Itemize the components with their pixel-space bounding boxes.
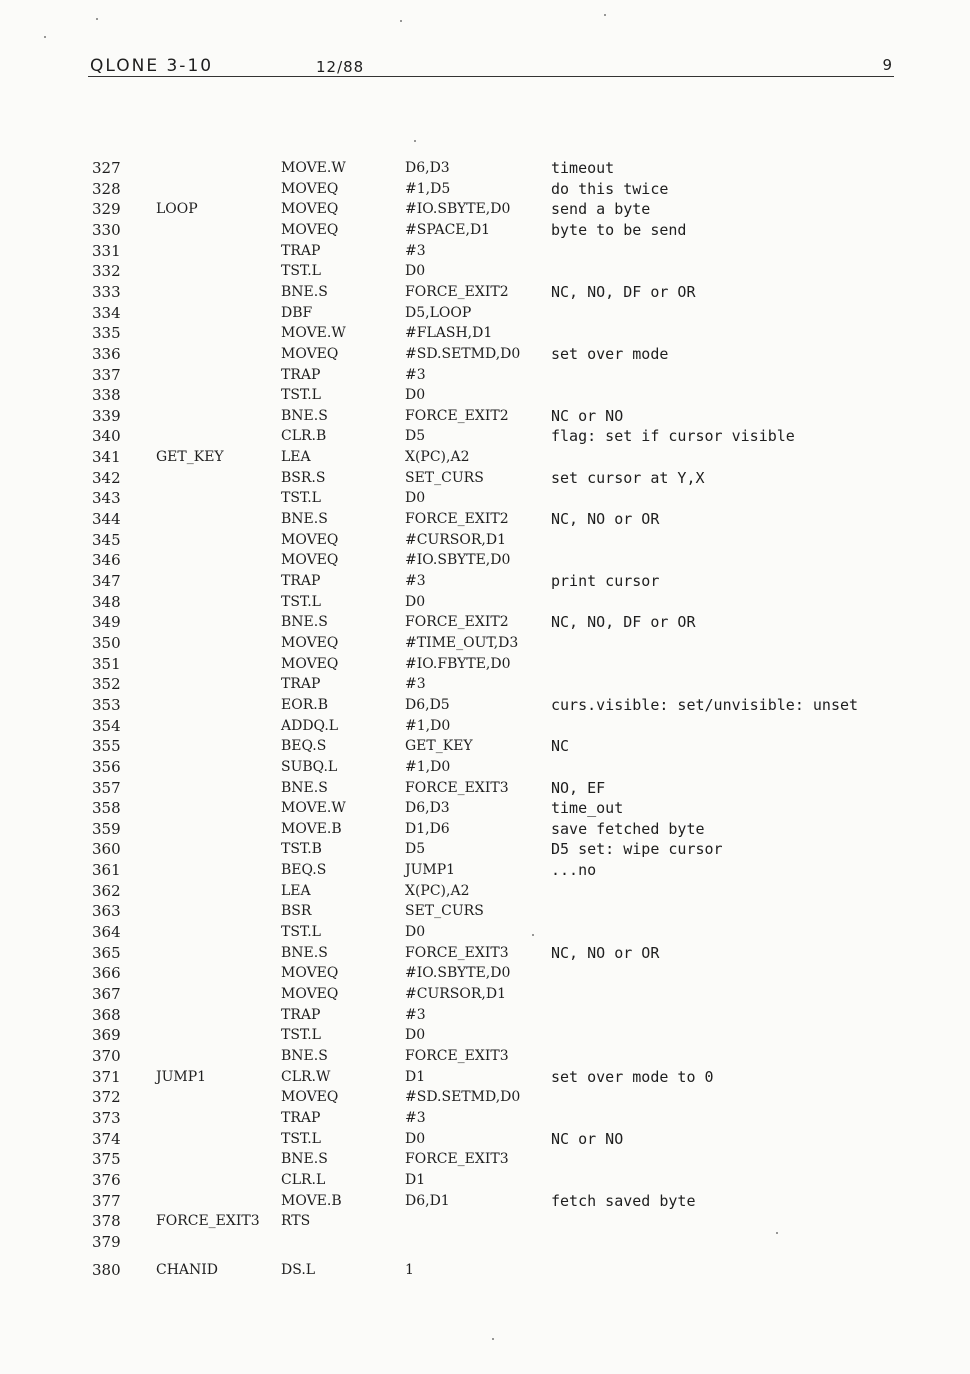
operand: #1,D0	[405, 758, 451, 775]
operand: D0	[405, 1027, 426, 1044]
opcode: BNE.S	[281, 511, 328, 527]
label: GET_KEY	[156, 449, 224, 466]
label: JUMP1	[156, 1068, 207, 1085]
comment: set over mode	[551, 344, 669, 363]
line-number: 330	[92, 220, 121, 239]
opcode: BNE.S	[281, 944, 328, 961]
line-number: 346	[92, 551, 121, 570]
comment: do this twice	[551, 179, 669, 198]
line-number: 369	[92, 1026, 121, 1045]
line-number: 341	[92, 448, 121, 467]
line-number: 375	[92, 1150, 121, 1169]
line-number: 344	[92, 510, 121, 528]
opcode: CLR.L	[281, 1171, 326, 1188]
opcode: BEQ.S	[281, 738, 327, 755]
header-date: 12/88	[316, 58, 365, 76]
comment: flag: set if cursor visible	[551, 427, 795, 446]
comment: NC, NO, DF or OR	[551, 613, 696, 632]
opcode: RTS	[281, 1213, 311, 1230]
opcode: MOVEQ	[281, 1089, 339, 1106]
operand: FORCE_EXIT3	[405, 1047, 509, 1064]
listing-row	[0, 1232, 970, 1252]
listing-row	[0, 922, 970, 942]
operand: #SPACE,D1	[405, 221, 491, 238]
listing-row	[0, 1129, 970, 1149]
operand: D0	[405, 263, 426, 280]
operand: #IO.SBYTE,D0	[405, 965, 511, 982]
listing-row	[0, 550, 970, 570]
opcode: TST.B	[281, 841, 322, 858]
opcode: MOVEQ	[281, 221, 339, 238]
listing-row	[0, 344, 970, 364]
opcode: BNE.S	[281, 1047, 328, 1064]
listing-row	[0, 1108, 970, 1128]
listing-row	[0, 426, 970, 446]
opcode: BNE.S	[281, 779, 328, 796]
operand: D1	[405, 1068, 426, 1085]
operand: FORCE_EXIT2	[405, 283, 509, 300]
line-number: 373	[92, 1108, 121, 1127]
operand: #3	[405, 573, 426, 589]
listing-row	[0, 695, 970, 715]
opcode: TST.L	[281, 593, 321, 610]
line-number: 350	[92, 634, 121, 652]
opcode: MOVEQ	[281, 345, 339, 362]
opcode: MOVEQ	[281, 201, 339, 218]
opcode: BNE.S	[281, 283, 328, 300]
line-number: 345	[92, 530, 121, 549]
comment: NC, NO or OR	[551, 943, 660, 962]
line-number: 351	[92, 654, 121, 673]
line-number: 354	[92, 716, 121, 735]
operand: #IO.SBYTE,D0	[405, 201, 511, 218]
listing-row	[0, 736, 970, 756]
listing-row	[0, 612, 970, 632]
comment: NC, NO or OR	[551, 510, 660, 528]
scan-speck	[604, 14, 606, 16]
operand: D5,LOOP	[405, 304, 472, 321]
listing-row	[0, 1170, 970, 1190]
listing-row	[0, 571, 970, 591]
opcode: BEQ.S	[281, 862, 327, 879]
opcode: CLR.B	[281, 428, 327, 445]
comment: NO, EF	[551, 778, 606, 797]
page-number: 9	[882, 56, 892, 74]
scan-speck	[414, 140, 416, 142]
comment: timeout	[551, 159, 615, 177]
comment: curs.visible: set/unvisible: unset	[551, 695, 859, 714]
line-number: 329	[92, 200, 121, 219]
line-number: 347	[92, 572, 121, 590]
listing-row	[0, 1191, 970, 1211]
opcode: TRAP	[281, 242, 321, 259]
listing-row	[0, 406, 970, 426]
opcode: LEA	[281, 449, 311, 466]
comment: fetch saved byte	[551, 1191, 696, 1210]
opcode: BNE.S	[281, 614, 328, 631]
comment: save fetched byte	[551, 819, 705, 838]
listing-row	[0, 365, 970, 385]
operand: #FLASH,D1	[405, 325, 493, 342]
operand: #3	[405, 1109, 426, 1126]
comment: set over mode to 0	[551, 1067, 714, 1086]
opcode: SUBQ.L	[281, 758, 338, 775]
operand: FORCE_EXIT2	[405, 511, 509, 527]
opcode: BSR.S	[281, 469, 326, 486]
scan-speck	[400, 20, 402, 22]
opcode: DBF	[281, 304, 313, 321]
opcode: ADDQ.L	[281, 717, 339, 734]
listing-row	[0, 179, 970, 199]
line-number: 327	[92, 159, 121, 177]
comment: NC, NO, DF or OR	[551, 282, 696, 301]
operand: SET_CURS	[405, 903, 484, 920]
opcode: TST.L	[281, 1027, 321, 1044]
listing-row	[0, 1211, 970, 1231]
listing-row	[0, 592, 970, 612]
page-header	[88, 56, 894, 77]
opcode: TRAP	[281, 1006, 321, 1023]
listing-row	[0, 509, 970, 529]
line-number: 343	[92, 489, 121, 508]
listing-row	[0, 901, 970, 921]
operand: #CURSOR,D1	[405, 531, 506, 548]
listing-row	[0, 654, 970, 674]
listing-row	[0, 674, 970, 694]
operand: #3	[405, 1006, 426, 1023]
header-title: QLONE 3-10	[90, 56, 214, 76]
operand: SET_CURS	[405, 469, 484, 486]
line-number: 374	[92, 1129, 121, 1148]
listing-row	[0, 323, 970, 343]
operand: FORCE_EXIT3	[405, 1151, 509, 1168]
line-number: 363	[92, 902, 121, 921]
listing-row	[0, 1087, 970, 1107]
operand: #TIME_OUT,D3	[405, 635, 519, 651]
operand: D0	[405, 490, 426, 507]
listing-row	[0, 716, 970, 736]
listing-row	[0, 1025, 970, 1045]
opcode: MOVEQ	[281, 986, 339, 1002]
operand: #IO.SBYTE,D0	[405, 552, 511, 569]
opcode: TST.L	[281, 1130, 321, 1147]
operand: #3	[405, 366, 426, 383]
line-number: 331	[92, 241, 121, 260]
line-number: 333	[92, 282, 121, 301]
listing-row	[0, 158, 970, 178]
opcode: TRAP	[281, 1109, 321, 1126]
listing-row	[0, 303, 970, 323]
line-number: 342	[92, 468, 121, 487]
operand: X(PC),A2	[405, 449, 470, 466]
opcode: MOVEQ	[281, 552, 339, 569]
comment: NC or NO	[551, 406, 624, 425]
line-number: 364	[92, 923, 121, 941]
listing-row	[0, 1149, 970, 1169]
opcode: LEA	[281, 882, 311, 899]
line-number: 361	[92, 861, 121, 880]
listing-row	[0, 778, 970, 798]
opcode: CLR.W	[281, 1068, 331, 1085]
line-number: 348	[92, 592, 121, 611]
listing-row	[0, 261, 970, 281]
operand: 1	[405, 1262, 414, 1279]
line-number: 353	[92, 695, 121, 714]
opcode: DS.L	[281, 1262, 316, 1279]
listing-row	[0, 488, 970, 508]
scan-speck	[44, 36, 46, 38]
listing-row	[0, 839, 970, 859]
listing-row	[0, 943, 970, 963]
operand: #IO.FBYTE,D0	[405, 655, 511, 672]
line-number: 332	[92, 262, 121, 281]
label: CHANID	[156, 1262, 219, 1279]
operand: D6,D1	[405, 1192, 450, 1209]
comment: print cursor	[551, 572, 660, 590]
operand: #CURSOR,D1	[405, 986, 506, 1002]
listing-row	[0, 1046, 970, 1066]
line-number: 337	[92, 365, 121, 384]
line-number: 380	[92, 1261, 121, 1280]
line-number: 372	[92, 1088, 121, 1107]
line-number: 328	[92, 179, 121, 198]
opcode: MOVE.W	[281, 160, 346, 176]
line-number: 370	[92, 1046, 121, 1065]
listing-row	[0, 385, 970, 405]
listing-row	[0, 984, 970, 1004]
operand: FORCE_EXIT3	[405, 779, 509, 796]
opcode: TST.L	[281, 387, 321, 404]
operand: D0	[405, 593, 426, 610]
line-number: 368	[92, 1005, 121, 1024]
opcode: TST.L	[281, 263, 321, 280]
line-number: 362	[92, 881, 121, 900]
line-number: 379	[92, 1232, 121, 1251]
listing-row	[0, 860, 970, 880]
opcode: MOVE.W	[281, 325, 346, 342]
line-number: 357	[92, 778, 121, 797]
line-number: 365	[92, 943, 121, 962]
operand: D5	[405, 841, 426, 858]
line-number: 338	[92, 386, 121, 405]
listing-row	[0, 633, 970, 653]
opcode: MOVEQ	[281, 635, 339, 651]
operand: #SD.SETMD,D0	[405, 345, 521, 362]
opcode: TST.L	[281, 924, 321, 940]
line-number: 366	[92, 964, 121, 983]
listing-row	[0, 819, 970, 839]
line-number: 360	[92, 840, 121, 859]
operand: #3	[405, 242, 426, 259]
operand: FORCE_EXIT2	[405, 407, 509, 424]
opcode: MOVE.W	[281, 800, 346, 817]
listing-row	[0, 220, 970, 240]
scan-speck	[492, 1338, 494, 1340]
opcode: MOVEQ	[281, 180, 339, 197]
opcode: TST.L	[281, 490, 321, 507]
line-number: 376	[92, 1170, 121, 1189]
operand: D1,D6	[405, 820, 450, 837]
line-number: 371	[92, 1067, 121, 1086]
opcode: TRAP	[281, 676, 321, 693]
comment: NC or NO	[551, 1129, 624, 1148]
line-number: 378	[92, 1212, 121, 1231]
operand: FORCE_EXIT3	[405, 944, 509, 961]
line-number: 339	[92, 406, 121, 425]
operand: D0	[405, 924, 426, 940]
listing-row	[0, 241, 970, 261]
opcode: MOVEQ	[281, 531, 339, 548]
operand: D0	[405, 1130, 426, 1147]
operand: D6,D3	[405, 800, 450, 817]
comment: D5 set: wipe cursor	[551, 840, 723, 859]
opcode: EOR.B	[281, 696, 328, 713]
comment: ...no	[551, 861, 597, 880]
label: LOOP	[156, 201, 198, 218]
line-number: 334	[92, 303, 121, 322]
operand: JUMP1	[405, 862, 456, 879]
listing-row	[0, 447, 970, 467]
comment: send a byte	[551, 200, 651, 219]
line-number: 377	[92, 1191, 121, 1210]
opcode: MOVE.B	[281, 1192, 342, 1209]
opcode: BSR	[281, 903, 312, 920]
line-number: 336	[92, 344, 121, 363]
line-number: 358	[92, 799, 121, 818]
operand: D1	[405, 1171, 426, 1188]
line-number: 340	[92, 427, 121, 446]
listing-row	[0, 1067, 970, 1087]
operand: D5	[405, 428, 426, 445]
comment: byte to be send	[551, 220, 687, 239]
line-number: 352	[92, 675, 121, 694]
opcode: BNE.S	[281, 1151, 328, 1168]
listing-row	[0, 282, 970, 302]
operand: X(PC),A2	[405, 882, 470, 899]
operand: D6,D3	[405, 160, 450, 176]
line-number: 356	[92, 757, 121, 776]
comment: set cursor at Y,X	[551, 468, 705, 487]
operand: #1,D5	[405, 180, 451, 197]
operand: FORCE_EXIT2	[405, 614, 509, 631]
line-number: 335	[92, 324, 121, 343]
opcode: TRAP	[281, 573, 321, 589]
operand: #3	[405, 676, 426, 693]
listing-row	[0, 199, 970, 219]
opcode: BNE.S	[281, 407, 328, 424]
line-number: 367	[92, 985, 121, 1003]
operand: D0	[405, 387, 426, 404]
line-number: 355	[92, 737, 121, 756]
listing-row	[0, 757, 970, 777]
operand: D6,D5	[405, 696, 450, 713]
opcode: MOVEQ	[281, 965, 339, 982]
scan-speck	[532, 934, 534, 936]
listing-row	[0, 963, 970, 983]
opcode: MOVEQ	[281, 655, 339, 672]
operand: #SD.SETMD,D0	[405, 1089, 521, 1106]
listing-row	[0, 530, 970, 550]
opcode: MOVE.B	[281, 820, 342, 837]
comment: NC	[551, 737, 570, 756]
comment: time_out	[551, 799, 624, 818]
operand: GET_KEY	[405, 738, 473, 755]
listing-row	[0, 1005, 970, 1025]
listing-row	[0, 798, 970, 818]
listing-row	[0, 881, 970, 901]
listing-row	[0, 1260, 970, 1280]
listing-row	[0, 468, 970, 488]
operand: #1,D0	[405, 717, 451, 734]
line-number: 349	[92, 613, 121, 632]
opcode: TRAP	[281, 366, 321, 383]
label: FORCE_EXIT3	[156, 1213, 260, 1230]
scan-speck	[776, 1232, 778, 1234]
scan-speck	[96, 18, 98, 20]
line-number: 359	[92, 819, 121, 838]
